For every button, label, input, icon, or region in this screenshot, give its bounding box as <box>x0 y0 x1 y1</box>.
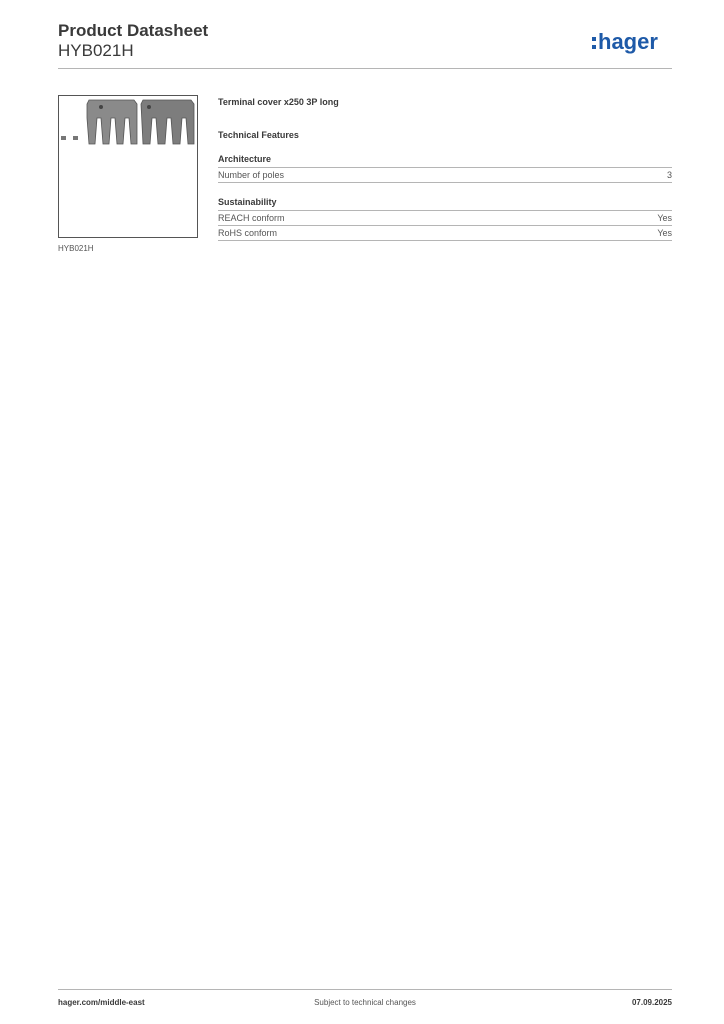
hager-logo <box>592 26 672 56</box>
spec-row-number-of-poles <box>218 168 672 183</box>
spec-value: Yes <box>657 213 672 223</box>
image-caption: HYB021H <box>58 244 94 253</box>
footer-notice: Subject to technical changes <box>314 998 416 1007</box>
terminal-cover-illustration <box>59 96 197 237</box>
document-header <box>58 20 208 61</box>
product-image <box>58 95 198 238</box>
spec-label: REACH conform <box>218 213 285 223</box>
group-title-sustainability: Sustainability <box>218 197 672 211</box>
group-title-architecture: Architecture <box>218 154 672 168</box>
document-title: Product Datasheet <box>58 21 209 40</box>
footer-date: 07.09.2025 <box>631 998 672 1007</box>
footer-divider <box>58 989 672 990</box>
specifications-panel <box>218 95 672 241</box>
product-reference: HYB021H <box>58 41 134 60</box>
product-name: Terminal cover x250 3P long <box>218 97 339 107</box>
spec-label: Number of poles <box>218 170 285 180</box>
spec-row-reach-conform <box>218 211 672 226</box>
logo-text: hager <box>598 29 658 54</box>
spec-label: RoHS conform <box>218 228 278 238</box>
technical-features-heading: Technical Features <box>218 130 299 140</box>
spec-row-rohs-conform <box>218 226 672 241</box>
footer-website: hager.com/middle-east <box>58 998 145 1007</box>
spec-value: 3 <box>666 170 672 180</box>
spec-value: Yes <box>657 228 672 238</box>
header-divider <box>58 68 672 69</box>
